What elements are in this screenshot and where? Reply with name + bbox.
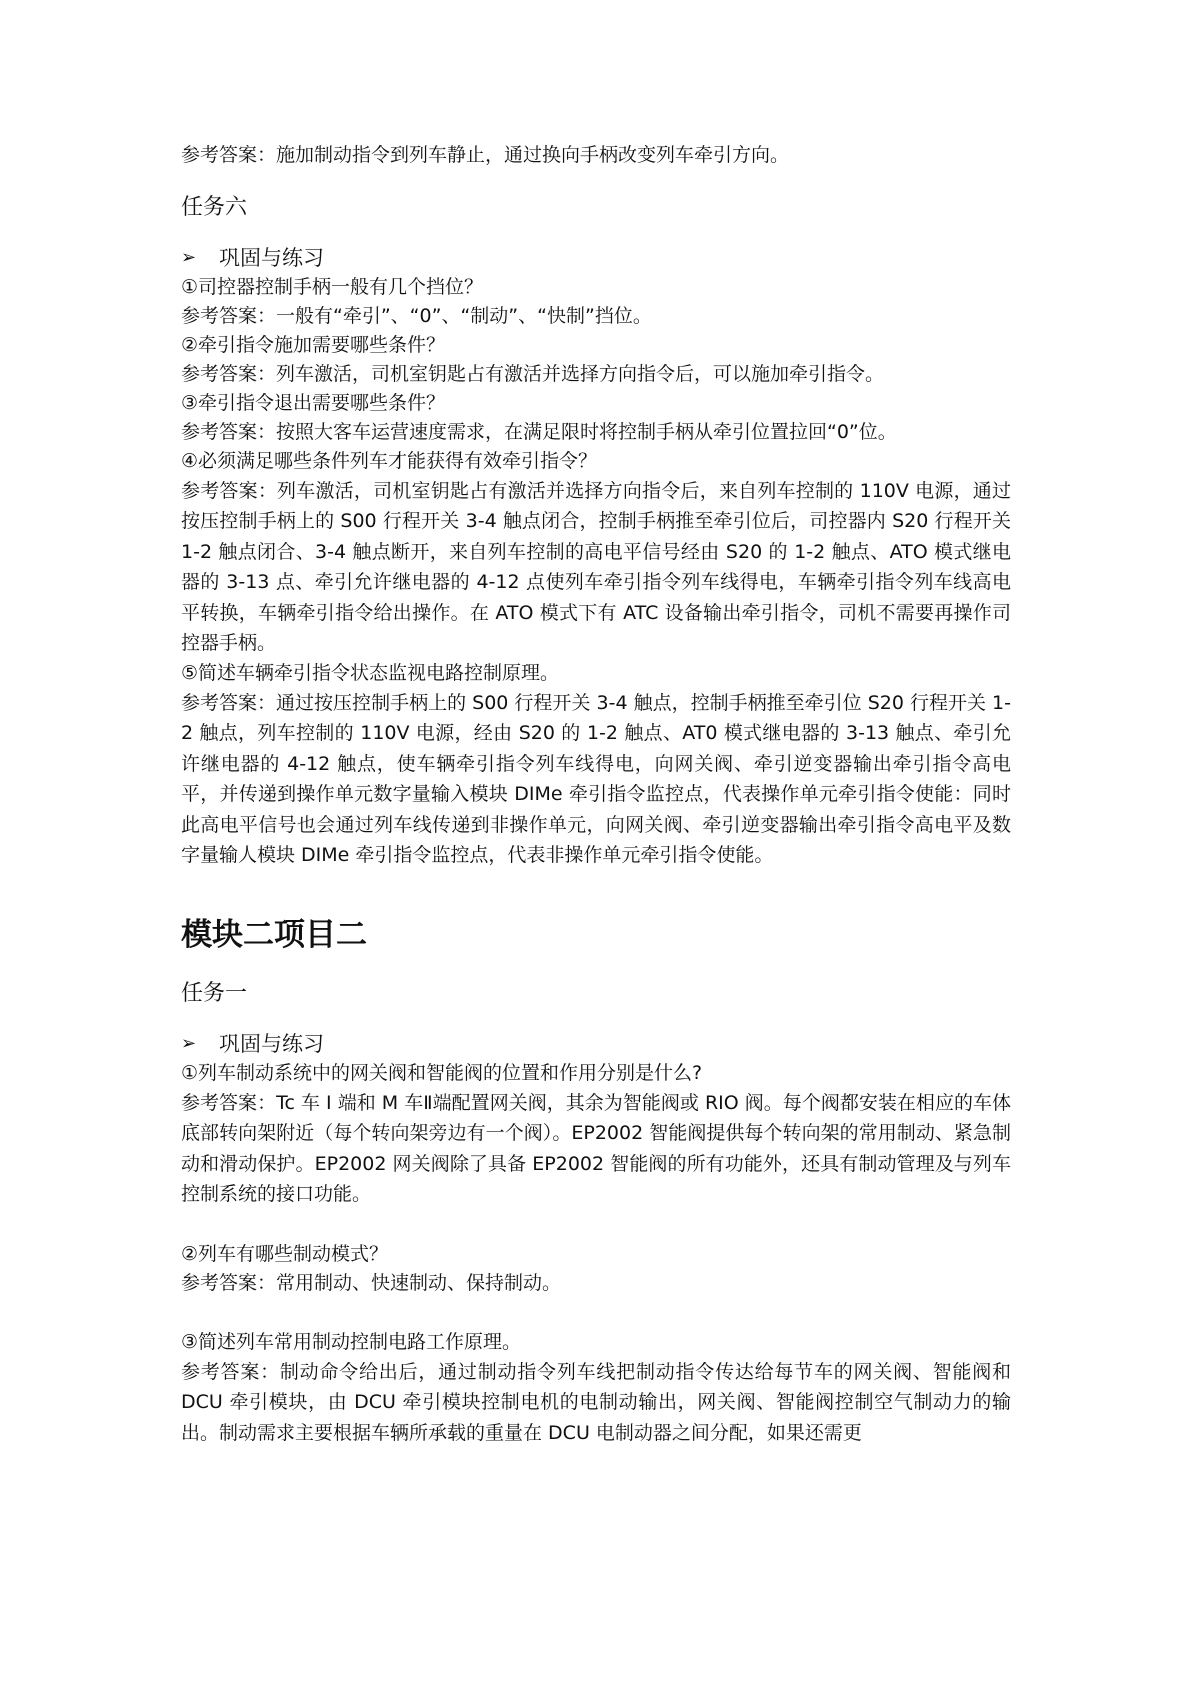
practice-label: 巩固与练习 <box>219 245 324 270</box>
paragraph-gap <box>181 1298 1011 1328</box>
answer-text: 参考答案：Tc 车 I 端和 M 车Ⅱ端配置网关阀，其余为智能阀或 RIO 阀。每个阀都安装在相应的车体底部转向架附近（每个转向架旁边有一个阀）。EP2002 智能阀提供每个转向架的常用制动、紧急制动和滑动保护。EP2002 网关阀除了具备 EP2002 智能阀的所有功能外，还具有制动管理及与列车控制系统的接口功能。 <box>181 1091 1011 1205</box>
arrow-bullet-icon: ➢ <box>181 1032 197 1054</box>
question-text: ③牵引指令退出需要哪些条件？ <box>181 391 446 414</box>
answer-text: 参考答案：列车激活，司机室钥匙占有激活并选择方向指令后，可以施加牵引指令。 <box>181 362 885 385</box>
answer-text: 参考答案：常用制动、快速制动、保持制动。 <box>181 1271 562 1294</box>
practice-heading <box>181 243 1011 273</box>
practice-heading <box>181 1029 1011 1059</box>
question-text: ③简述列车常用制动控制电路工作原理。 <box>181 1330 522 1353</box>
answer-text: 参考答案：施加制动指令到列车静止，通过换向手柄改变列车牵引方向。 <box>181 144 790 166</box>
document-page <box>181 140 1011 1448</box>
answer-text: 参考答案：通过按压控制手柄上的 S00 行程开关 3-4 触点，控制手柄推至牵引位 S20 行程开关 1-2 触点，列车控制的 110V 电源，经由 S20 的 1-2 触点、AT0 模式继电器的 3-13 触点、牵引允许继电器的 4-12 触点，使车辆牵引指令列车线得电，向网关阀、牵引逆变器输出牵引指令高电平，并传递到操作单元数字量输入模块 DIMe 牵引指令监控点，代表操作单元牵引指令使能：同时此高电平信号也会通过列车线传递到非操作单元，向网关阀、牵引逆变器输出牵引指令高电平及数字量输人模块 DIMe 牵引指令监控点，代表非操作单元牵引指令使能。 <box>181 691 1011 866</box>
task-title: 任务六 <box>181 194 248 220</box>
answer-text: 参考答案：制动命令给出后，通过制动指令列车线把制动指令传达给每节车的网关阀、智能阀和 DCU 牵引模块，由 DCU 牵引模块控制电机的电制动输出，网关阀、智能阀控制空气制动力的输出。制动需求主要根据车辆所承载的重量在 DCU 电制动器之间分配，如果还需更 <box>181 1360 1011 1444</box>
answer-text: 参考答案：一般有“牵引”、“0”、“制动”、“快制”挡位。 <box>181 304 652 327</box>
paragraph-gap <box>181 1210 1011 1240</box>
practice-label: 巩固与练习 <box>219 1031 324 1056</box>
arrow-bullet-icon: ➢ <box>181 246 197 268</box>
answer-text: 参考答案：列车激活，司机室钥匙占有激活并选择方向指令后，来自列车控制的 110V 电源，通过按压控制手柄上的 S00 行程开关 3-4 触点闭合，控制手柄推至牵引位后，司控器内 S20 行程开关 1-2 触点闭合、3-4 触点断开，来自列车控制的高电平信号经由 S20 的 1-2 触点、ATO 模式继电器的 3-13 点、牵引允许继电器的 4-12 点使列车牵引指令列车线得电，车辆牵引指令列车线高电平转换，车辆牵引指令给出操作。在 ATO 模式下有 ATC 设备输出牵引指令，司机不需要再操作司控器手柄。 <box>181 479 1011 654</box>
task-title: 任务一 <box>181 980 248 1006</box>
question-text: ⑤简述车辆牵引指令状态监视电路控制原理。 <box>181 661 560 684</box>
question-text: ①司控器控制手柄一般有几个挡位？ <box>181 275 484 298</box>
answer-text: 参考答案：按照大客车运营速度需求，在满足限时将控制手柄从牵引位置拉回“0”位。 <box>181 420 897 443</box>
question-text: ②列车有哪些制动模式？ <box>181 1242 389 1265</box>
question-text: ①列车制动系统中的网关阀和智能阀的位置和作用分别是什么? <box>181 1061 703 1084</box>
module-title: 模块二项目二 <box>181 916 367 953</box>
question-text: ②牵引指令施加需要哪些条件？ <box>181 333 446 356</box>
question-text: ④必须满足哪些条件列车才能获得有效牵引指令？ <box>181 449 598 472</box>
